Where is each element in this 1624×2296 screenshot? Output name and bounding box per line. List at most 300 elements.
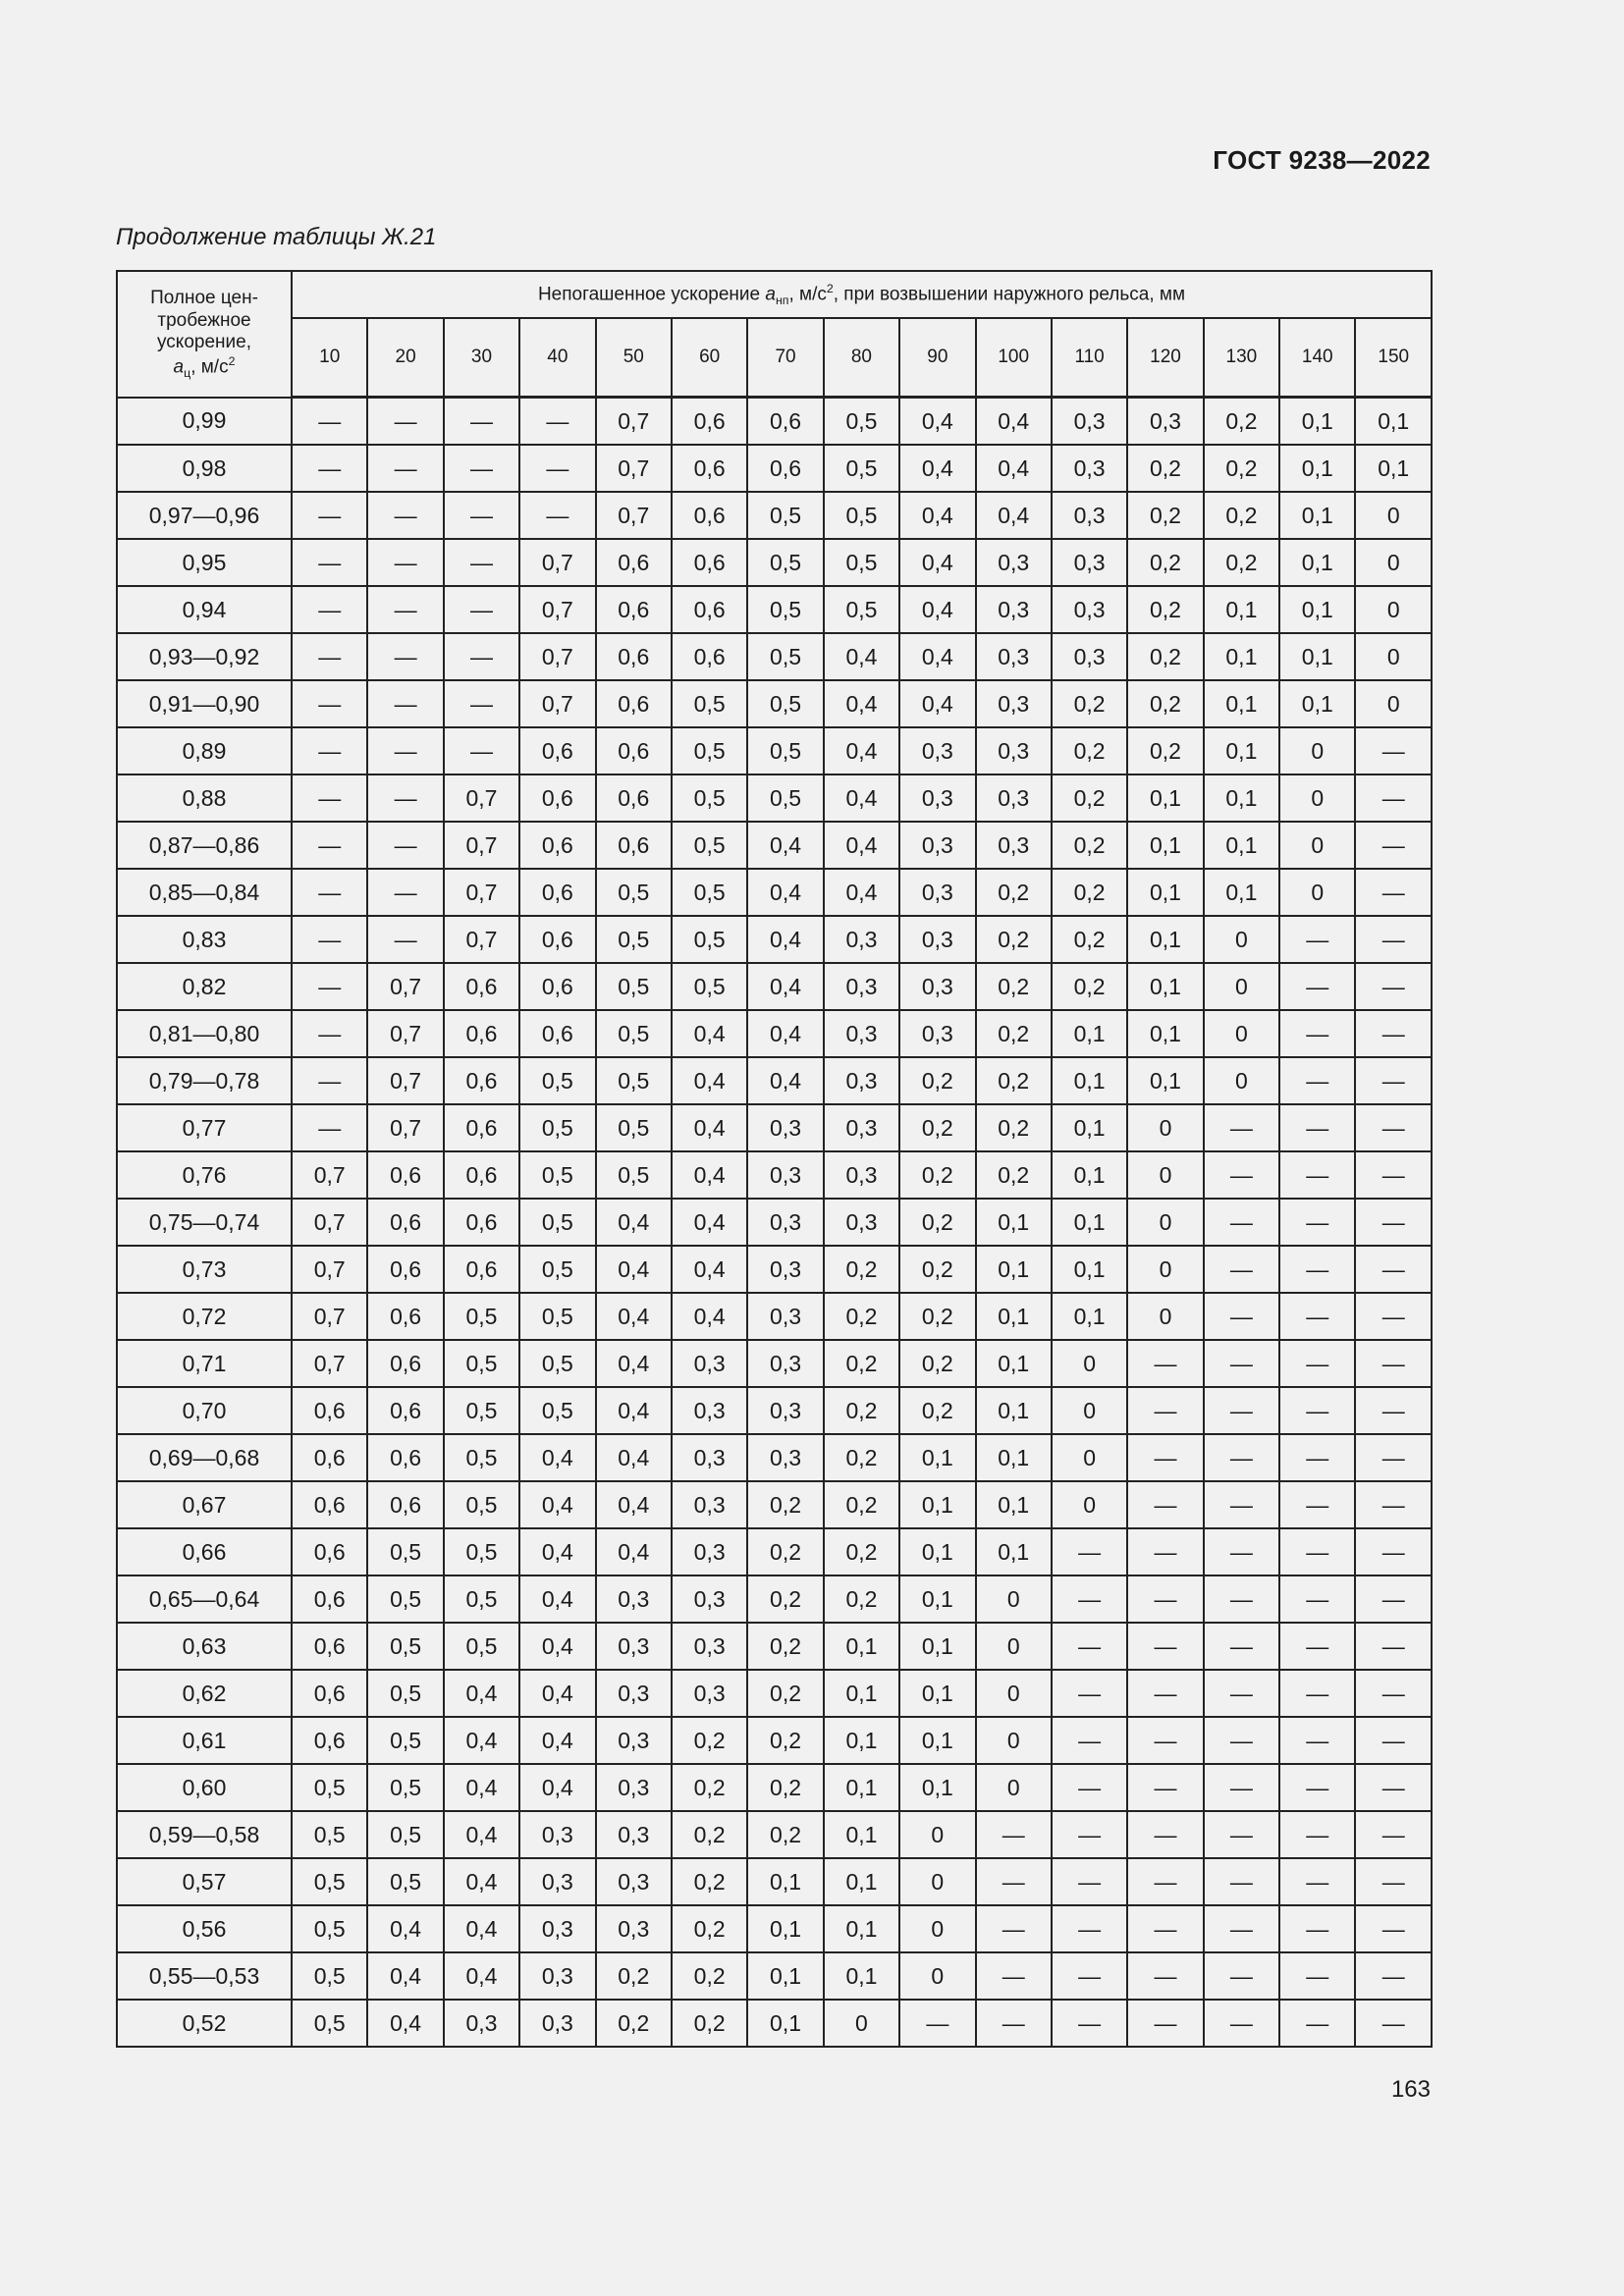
table-cell: 0,2 bbox=[824, 1575, 899, 1623]
table-cell: 0,2 bbox=[899, 1246, 975, 1293]
table-cell: — bbox=[1279, 1246, 1355, 1293]
table-cell: 0,1 bbox=[1204, 680, 1279, 727]
row-header-line1: Полное цен- bbox=[150, 288, 258, 309]
table-cell: — bbox=[1204, 2000, 1279, 2047]
page-number: 163 bbox=[1390, 2076, 1431, 2103]
row-label: 0,71 bbox=[117, 1340, 292, 1387]
table-cell: 0,1 bbox=[899, 1434, 975, 1481]
table-cell: 0,5 bbox=[519, 1293, 595, 1340]
table-cell: — bbox=[292, 774, 367, 822]
table-cell: 0,4 bbox=[672, 1104, 747, 1151]
table-cell: 0 bbox=[1355, 680, 1432, 727]
table-cell: 0,4 bbox=[747, 869, 823, 916]
table-cell: 0,1 bbox=[1052, 1199, 1127, 1246]
table-cell: 0,3 bbox=[976, 539, 1052, 586]
table-cell: — bbox=[1355, 1246, 1432, 1293]
table-cell: 0,3 bbox=[899, 916, 975, 963]
table-cell: 0,4 bbox=[596, 1528, 672, 1575]
table-cell: 0,4 bbox=[596, 1199, 672, 1246]
table-row bbox=[117, 1858, 1432, 1905]
table-cell: 0,1 bbox=[1204, 869, 1279, 916]
table-cell: — bbox=[1355, 1670, 1432, 1717]
table-cell: — bbox=[1355, 1010, 1432, 1057]
table-cell: 0,4 bbox=[519, 1434, 595, 1481]
table-body bbox=[117, 398, 1432, 2048]
acceleration-table bbox=[116, 270, 1433, 2048]
row-label: 0,61 bbox=[117, 1717, 292, 1764]
row-label: 0,95 bbox=[117, 539, 292, 586]
table-cell: 0,2 bbox=[1052, 822, 1127, 869]
table-cell: 0,3 bbox=[1052, 445, 1127, 492]
row-label: 0,88 bbox=[117, 774, 292, 822]
table-cell: 0,5 bbox=[596, 1151, 672, 1199]
table-cell: 0,4 bbox=[444, 1717, 519, 1764]
table-cell: — bbox=[292, 916, 367, 963]
table-cell: 0,6 bbox=[596, 822, 672, 869]
table-cell: 0 bbox=[1127, 1104, 1203, 1151]
table-cell: 0,5 bbox=[596, 963, 672, 1010]
table-cell: 0,2 bbox=[899, 1340, 975, 1387]
table-cell: — bbox=[444, 398, 519, 446]
table-cell: 0,2 bbox=[1127, 727, 1203, 774]
table-cell: 0,1 bbox=[976, 1340, 1052, 1387]
table-cell: 0,4 bbox=[824, 774, 899, 822]
table-cell: 0,6 bbox=[672, 633, 747, 680]
table-cell: 0,7 bbox=[519, 539, 595, 586]
column-header-row bbox=[117, 318, 1432, 398]
table-cell: 0,6 bbox=[367, 1387, 443, 1434]
table-cell: 0,1 bbox=[747, 2000, 823, 2047]
table-cell: 0,4 bbox=[976, 398, 1052, 446]
table-cell: — bbox=[1204, 1528, 1279, 1575]
table-cell: 0,7 bbox=[292, 1246, 367, 1293]
row-label: 0,70 bbox=[117, 1387, 292, 1434]
table-row bbox=[117, 1199, 1432, 1246]
table-cell: 0,1 bbox=[899, 1764, 975, 1811]
row-label: 0,57 bbox=[117, 1858, 292, 1905]
table-cell: — bbox=[292, 398, 367, 446]
table-cell: 0,1 bbox=[1052, 1293, 1127, 1340]
table-cell: 0,3 bbox=[1052, 586, 1127, 633]
table-cell: 0,6 bbox=[292, 1623, 367, 1670]
table-cell: 0,5 bbox=[444, 1293, 519, 1340]
table-cell: — bbox=[1204, 1717, 1279, 1764]
table-cell: 0 bbox=[1355, 633, 1432, 680]
table-cell: 0,5 bbox=[596, 1057, 672, 1104]
table-row bbox=[117, 1104, 1432, 1151]
table-cell: 0,6 bbox=[444, 1104, 519, 1151]
table-cell: 0,5 bbox=[292, 1764, 367, 1811]
table-cell: 0,3 bbox=[747, 1434, 823, 1481]
table-cell: 0,6 bbox=[367, 1199, 443, 1246]
table-cell: — bbox=[444, 539, 519, 586]
column-header: 40 bbox=[519, 318, 595, 398]
table-row bbox=[117, 1151, 1432, 1199]
table-cell: 0,4 bbox=[976, 445, 1052, 492]
table-cell: — bbox=[1204, 1905, 1279, 1952]
table-cell: — bbox=[1279, 1199, 1355, 1246]
table-cell: 0,1 bbox=[1127, 916, 1203, 963]
row-label: 0,55—0,53 bbox=[117, 1952, 292, 2000]
table-cell: 0,3 bbox=[747, 1104, 823, 1151]
table-cell: 0,5 bbox=[367, 1717, 443, 1764]
table-cell: — bbox=[1355, 774, 1432, 822]
table-cell: 0,4 bbox=[444, 1905, 519, 1952]
table-cell: 0,1 bbox=[976, 1293, 1052, 1340]
table-cell: 0,5 bbox=[292, 2000, 367, 2047]
table-cell: 0,5 bbox=[672, 963, 747, 1010]
table-cell: — bbox=[367, 398, 443, 446]
table-cell: — bbox=[292, 869, 367, 916]
table-cell: 0,5 bbox=[367, 1575, 443, 1623]
table-cell: — bbox=[292, 1057, 367, 1104]
table-cell: 0,2 bbox=[976, 869, 1052, 916]
table-cell: 0,4 bbox=[747, 916, 823, 963]
table-cell: 0,3 bbox=[1127, 398, 1203, 446]
table-cell: 0 bbox=[1127, 1199, 1203, 1246]
table-row bbox=[117, 1340, 1432, 1387]
table-cell: 0,6 bbox=[292, 1717, 367, 1764]
row-label: 0,56 bbox=[117, 1905, 292, 1952]
table-cell: 0,1 bbox=[1279, 492, 1355, 539]
table-cell: 0,3 bbox=[824, 1151, 899, 1199]
table-cell: 0,2 bbox=[747, 1670, 823, 1717]
table-cell: 0,3 bbox=[976, 727, 1052, 774]
table-cell: 0,1 bbox=[824, 1623, 899, 1670]
table-cell: 0,2 bbox=[1127, 492, 1203, 539]
table-cell: 0 bbox=[976, 1575, 1052, 1623]
table-cell: 0,3 bbox=[899, 1010, 975, 1057]
table-cell: 0,2 bbox=[1052, 963, 1127, 1010]
table-cell: 0,1 bbox=[824, 1952, 899, 2000]
table-cell: — bbox=[1355, 1293, 1432, 1340]
col-group-unit: , м/с bbox=[788, 284, 827, 305]
table-cell: — bbox=[1279, 1670, 1355, 1717]
table-cell: 0,3 bbox=[519, 1858, 595, 1905]
table-cell: 0,3 bbox=[1052, 398, 1127, 446]
table-cell: 0,5 bbox=[672, 869, 747, 916]
column-header: 140 bbox=[1279, 318, 1355, 398]
row-label: 0,99 bbox=[117, 398, 292, 446]
table-cell: — bbox=[1127, 1717, 1203, 1764]
table-cell: 0,5 bbox=[824, 398, 899, 446]
table-cell: — bbox=[1204, 1481, 1279, 1528]
table-cell: 0,6 bbox=[672, 539, 747, 586]
table-cell: — bbox=[1052, 1952, 1127, 2000]
table-cell: — bbox=[1355, 1104, 1432, 1151]
table-cell: 0,5 bbox=[367, 1670, 443, 1717]
row-header-symbol: a bbox=[173, 355, 185, 377]
table-cell: 0,5 bbox=[824, 539, 899, 586]
table-cell: 0,5 bbox=[519, 1104, 595, 1151]
table-cell: 0,1 bbox=[1052, 1057, 1127, 1104]
table-cell: — bbox=[292, 822, 367, 869]
table-cell: 0,6 bbox=[519, 727, 595, 774]
row-label: 0,66 bbox=[117, 1528, 292, 1575]
table-cell: 0,2 bbox=[747, 1481, 823, 1528]
table-cell: 0,2 bbox=[976, 963, 1052, 1010]
table-cell: 0,4 bbox=[824, 869, 899, 916]
table-row bbox=[117, 2000, 1432, 2047]
table-cell: 0,4 bbox=[824, 680, 899, 727]
row-label: 0,97—0,96 bbox=[117, 492, 292, 539]
table-cell: — bbox=[1355, 1717, 1432, 1764]
table-cell: 0 bbox=[899, 1952, 975, 2000]
table-cell: 0,5 bbox=[519, 1387, 595, 1434]
table-cell: 0,3 bbox=[519, 1905, 595, 1952]
table-cell: 0,6 bbox=[596, 633, 672, 680]
table-cell: 0,2 bbox=[824, 1293, 899, 1340]
table-cell: — bbox=[1052, 1623, 1127, 1670]
table-row bbox=[117, 774, 1432, 822]
table-cell: 0,6 bbox=[519, 963, 595, 1010]
table-cell: — bbox=[1355, 822, 1432, 869]
table-cell: 0,1 bbox=[824, 1905, 899, 1952]
table-cell: 0,1 bbox=[1279, 539, 1355, 586]
table-cell: 0,3 bbox=[747, 1151, 823, 1199]
table-cell: 0,4 bbox=[899, 492, 975, 539]
table-cell: 0,5 bbox=[444, 1434, 519, 1481]
table-cell: — bbox=[367, 774, 443, 822]
table-cell: 0,6 bbox=[444, 1199, 519, 1246]
table-cell: — bbox=[519, 398, 595, 446]
column-header: 130 bbox=[1204, 318, 1279, 398]
table-cell: — bbox=[1279, 1717, 1355, 1764]
table-cell: 0,7 bbox=[519, 680, 595, 727]
table-cell: 0,1 bbox=[1127, 1057, 1203, 1104]
table-cell: 0,3 bbox=[596, 1575, 672, 1623]
table-cell: 0,5 bbox=[444, 1575, 519, 1623]
table-cell: 0,2 bbox=[824, 1246, 899, 1293]
column-header: 10 bbox=[292, 318, 367, 398]
table-cell: 0,4 bbox=[444, 1952, 519, 2000]
table-cell: — bbox=[1355, 1575, 1432, 1623]
table-cell: 0,1 bbox=[747, 1858, 823, 1905]
table-cell: — bbox=[1127, 1670, 1203, 1717]
table-cell: 0,2 bbox=[747, 1764, 823, 1811]
table-cell: — bbox=[1355, 1764, 1432, 1811]
table-cell: 0,5 bbox=[444, 1481, 519, 1528]
table-cell: 0,3 bbox=[519, 2000, 595, 2047]
table-cell: 0,7 bbox=[519, 586, 595, 633]
table-cell: — bbox=[367, 822, 443, 869]
row-label: 0,72 bbox=[117, 1293, 292, 1340]
table-cell: 0,2 bbox=[1204, 398, 1279, 446]
table-cell: — bbox=[292, 680, 367, 727]
table-cell: — bbox=[1052, 1905, 1127, 1952]
table-cell: — bbox=[1279, 1293, 1355, 1340]
table-cell: 0 bbox=[1127, 1293, 1203, 1340]
table-cell: 0,4 bbox=[672, 1199, 747, 1246]
table-cell: — bbox=[367, 586, 443, 633]
table-cell: — bbox=[1355, 916, 1432, 963]
table-cell: 0 bbox=[1204, 1010, 1279, 1057]
table-cell: 0,3 bbox=[976, 586, 1052, 633]
table-cell: 0,3 bbox=[976, 774, 1052, 822]
table-row bbox=[117, 492, 1432, 539]
table-cell: 0,6 bbox=[672, 492, 747, 539]
table-cell: 0,6 bbox=[292, 1670, 367, 1717]
table-cell: 0,7 bbox=[367, 1104, 443, 1151]
table-cell: 0,2 bbox=[747, 1623, 823, 1670]
row-label: 0,89 bbox=[117, 727, 292, 774]
table-row bbox=[117, 633, 1432, 680]
table-cell: 0,3 bbox=[899, 727, 975, 774]
table-cell: 0,3 bbox=[824, 1010, 899, 1057]
table-cell: — bbox=[292, 1104, 367, 1151]
table-cell: 0,7 bbox=[367, 1010, 443, 1057]
table-cell: — bbox=[1204, 1623, 1279, 1670]
table-cell: — bbox=[367, 492, 443, 539]
table-cell: 0,2 bbox=[1052, 680, 1127, 727]
table-cell: 0,7 bbox=[292, 1151, 367, 1199]
table-cell: 0,5 bbox=[292, 1811, 367, 1858]
table-cell: 0,2 bbox=[1052, 916, 1127, 963]
table-cell: 0,5 bbox=[367, 1528, 443, 1575]
table-cell: 0,5 bbox=[519, 1340, 595, 1387]
table-cell: — bbox=[1052, 1670, 1127, 1717]
table-cell: 0,3 bbox=[899, 869, 975, 916]
table-row bbox=[117, 1010, 1432, 1057]
table-cell: — bbox=[1052, 1858, 1127, 1905]
table-cell: 0,3 bbox=[596, 1623, 672, 1670]
table-cell: 0,2 bbox=[1052, 727, 1127, 774]
table-cell: — bbox=[1052, 1528, 1127, 1575]
table-cell: — bbox=[1355, 1858, 1432, 1905]
table-cell: 0,4 bbox=[596, 1481, 672, 1528]
table-cell: — bbox=[1279, 1811, 1355, 1858]
table-cell: 0,4 bbox=[672, 1246, 747, 1293]
table-cell: — bbox=[1204, 1952, 1279, 2000]
table-cell: 0,6 bbox=[596, 586, 672, 633]
table-cell: 0,5 bbox=[292, 1858, 367, 1905]
table-cell: 0,6 bbox=[292, 1387, 367, 1434]
table-cell: 0,1 bbox=[1204, 774, 1279, 822]
table-cell: 0,6 bbox=[444, 1057, 519, 1104]
table-cell: 0,1 bbox=[1279, 680, 1355, 727]
table-cell: 0,3 bbox=[1052, 492, 1127, 539]
table-cell: 0 bbox=[1355, 586, 1432, 633]
table-cell: — bbox=[367, 633, 443, 680]
table-cell: 0,2 bbox=[899, 1104, 975, 1151]
table-cell: — bbox=[292, 539, 367, 586]
table-cell: 0,4 bbox=[976, 492, 1052, 539]
table-row bbox=[117, 1293, 1432, 1340]
table-cell: 0,1 bbox=[899, 1575, 975, 1623]
table-cell: 0,3 bbox=[672, 1623, 747, 1670]
table-cell: 0,2 bbox=[672, 1952, 747, 2000]
table-cell: 0,6 bbox=[444, 1010, 519, 1057]
table-cell: 0,6 bbox=[596, 774, 672, 822]
table-cell: 0,6 bbox=[596, 539, 672, 586]
table-cell: 0,3 bbox=[519, 1952, 595, 2000]
table-cell: 0,6 bbox=[367, 1293, 443, 1340]
table-cell: 0,1 bbox=[1204, 586, 1279, 633]
row-header-symbol-sub: ц bbox=[184, 365, 191, 380]
row-label: 0,75—0,74 bbox=[117, 1199, 292, 1246]
row-label: 0,82 bbox=[117, 963, 292, 1010]
table-cell: 0,2 bbox=[824, 1528, 899, 1575]
table-cell: — bbox=[1279, 1057, 1355, 1104]
table-cell: 0,2 bbox=[1052, 774, 1127, 822]
table-row bbox=[117, 963, 1432, 1010]
table-cell: 0,1 bbox=[747, 1905, 823, 1952]
row-label: 0,76 bbox=[117, 1151, 292, 1199]
table-cell: 0,7 bbox=[367, 1057, 443, 1104]
table-cell: 0,5 bbox=[672, 680, 747, 727]
table-cell: 0,2 bbox=[1127, 539, 1203, 586]
table-cell: 0,5 bbox=[367, 1811, 443, 1858]
table-cell: 0,4 bbox=[596, 1293, 672, 1340]
table-row bbox=[117, 1528, 1432, 1575]
table-cell: 0 bbox=[1204, 916, 1279, 963]
column-header: 60 bbox=[672, 318, 747, 398]
table-row bbox=[117, 1246, 1432, 1293]
table-cell: 0 bbox=[1127, 1246, 1203, 1293]
table-cell: — bbox=[367, 680, 443, 727]
table-cell: 0,3 bbox=[596, 1670, 672, 1717]
table-row bbox=[117, 586, 1432, 633]
table-cell: 0,4 bbox=[519, 1717, 595, 1764]
table-cell: 0,4 bbox=[899, 586, 975, 633]
table-cell: 0,4 bbox=[899, 680, 975, 727]
table-cell: — bbox=[899, 2000, 975, 2047]
table-cell: — bbox=[1279, 1952, 1355, 2000]
table-row bbox=[117, 1575, 1432, 1623]
table-cell: 0,6 bbox=[444, 963, 519, 1010]
table-cell: 0,6 bbox=[444, 1246, 519, 1293]
table-cell: — bbox=[1279, 916, 1355, 963]
column-header: 80 bbox=[824, 318, 899, 398]
table-cell: 0,4 bbox=[672, 1293, 747, 1340]
table-cell: 0 bbox=[824, 2000, 899, 2047]
table-cell: — bbox=[1279, 1528, 1355, 1575]
row-label: 0,69—0,68 bbox=[117, 1434, 292, 1481]
table-cell: 0,1 bbox=[899, 1717, 975, 1764]
table-cell: 0,4 bbox=[747, 1010, 823, 1057]
table-cell: — bbox=[292, 586, 367, 633]
table-cell: 0 bbox=[899, 1858, 975, 1905]
table-cell: 0,4 bbox=[519, 1623, 595, 1670]
table-cell: — bbox=[1279, 1340, 1355, 1387]
table-cell: 0,2 bbox=[672, 1905, 747, 1952]
table-cell: 0,5 bbox=[596, 1104, 672, 1151]
table-cell: 0,3 bbox=[824, 1199, 899, 1246]
table-cell: 0,3 bbox=[976, 633, 1052, 680]
table-cell: 0,1 bbox=[1052, 1104, 1127, 1151]
table-cell: — bbox=[1204, 1246, 1279, 1293]
table-cell: 0,1 bbox=[824, 1858, 899, 1905]
table-cell: 0,6 bbox=[367, 1434, 443, 1481]
table-cell: — bbox=[1279, 1623, 1355, 1670]
table-cell: 0,7 bbox=[444, 774, 519, 822]
table-cell: 0,2 bbox=[747, 1575, 823, 1623]
table-cell: 0,2 bbox=[899, 1387, 975, 1434]
table-cell: — bbox=[1052, 2000, 1127, 2047]
table-cell: 0,1 bbox=[824, 1670, 899, 1717]
table-cell: 0 bbox=[1052, 1434, 1127, 1481]
table-cell: 0,2 bbox=[976, 1151, 1052, 1199]
column-header: 20 bbox=[367, 318, 443, 398]
table-cell: 0,3 bbox=[1052, 633, 1127, 680]
table-cell: 0,2 bbox=[824, 1481, 899, 1528]
table-cell: — bbox=[292, 445, 367, 492]
table-cell: — bbox=[1279, 1481, 1355, 1528]
table-cell: 0,1 bbox=[899, 1481, 975, 1528]
table-cell: — bbox=[1279, 1010, 1355, 1057]
table-cell: 0,7 bbox=[444, 869, 519, 916]
table-cell: 0,7 bbox=[444, 916, 519, 963]
